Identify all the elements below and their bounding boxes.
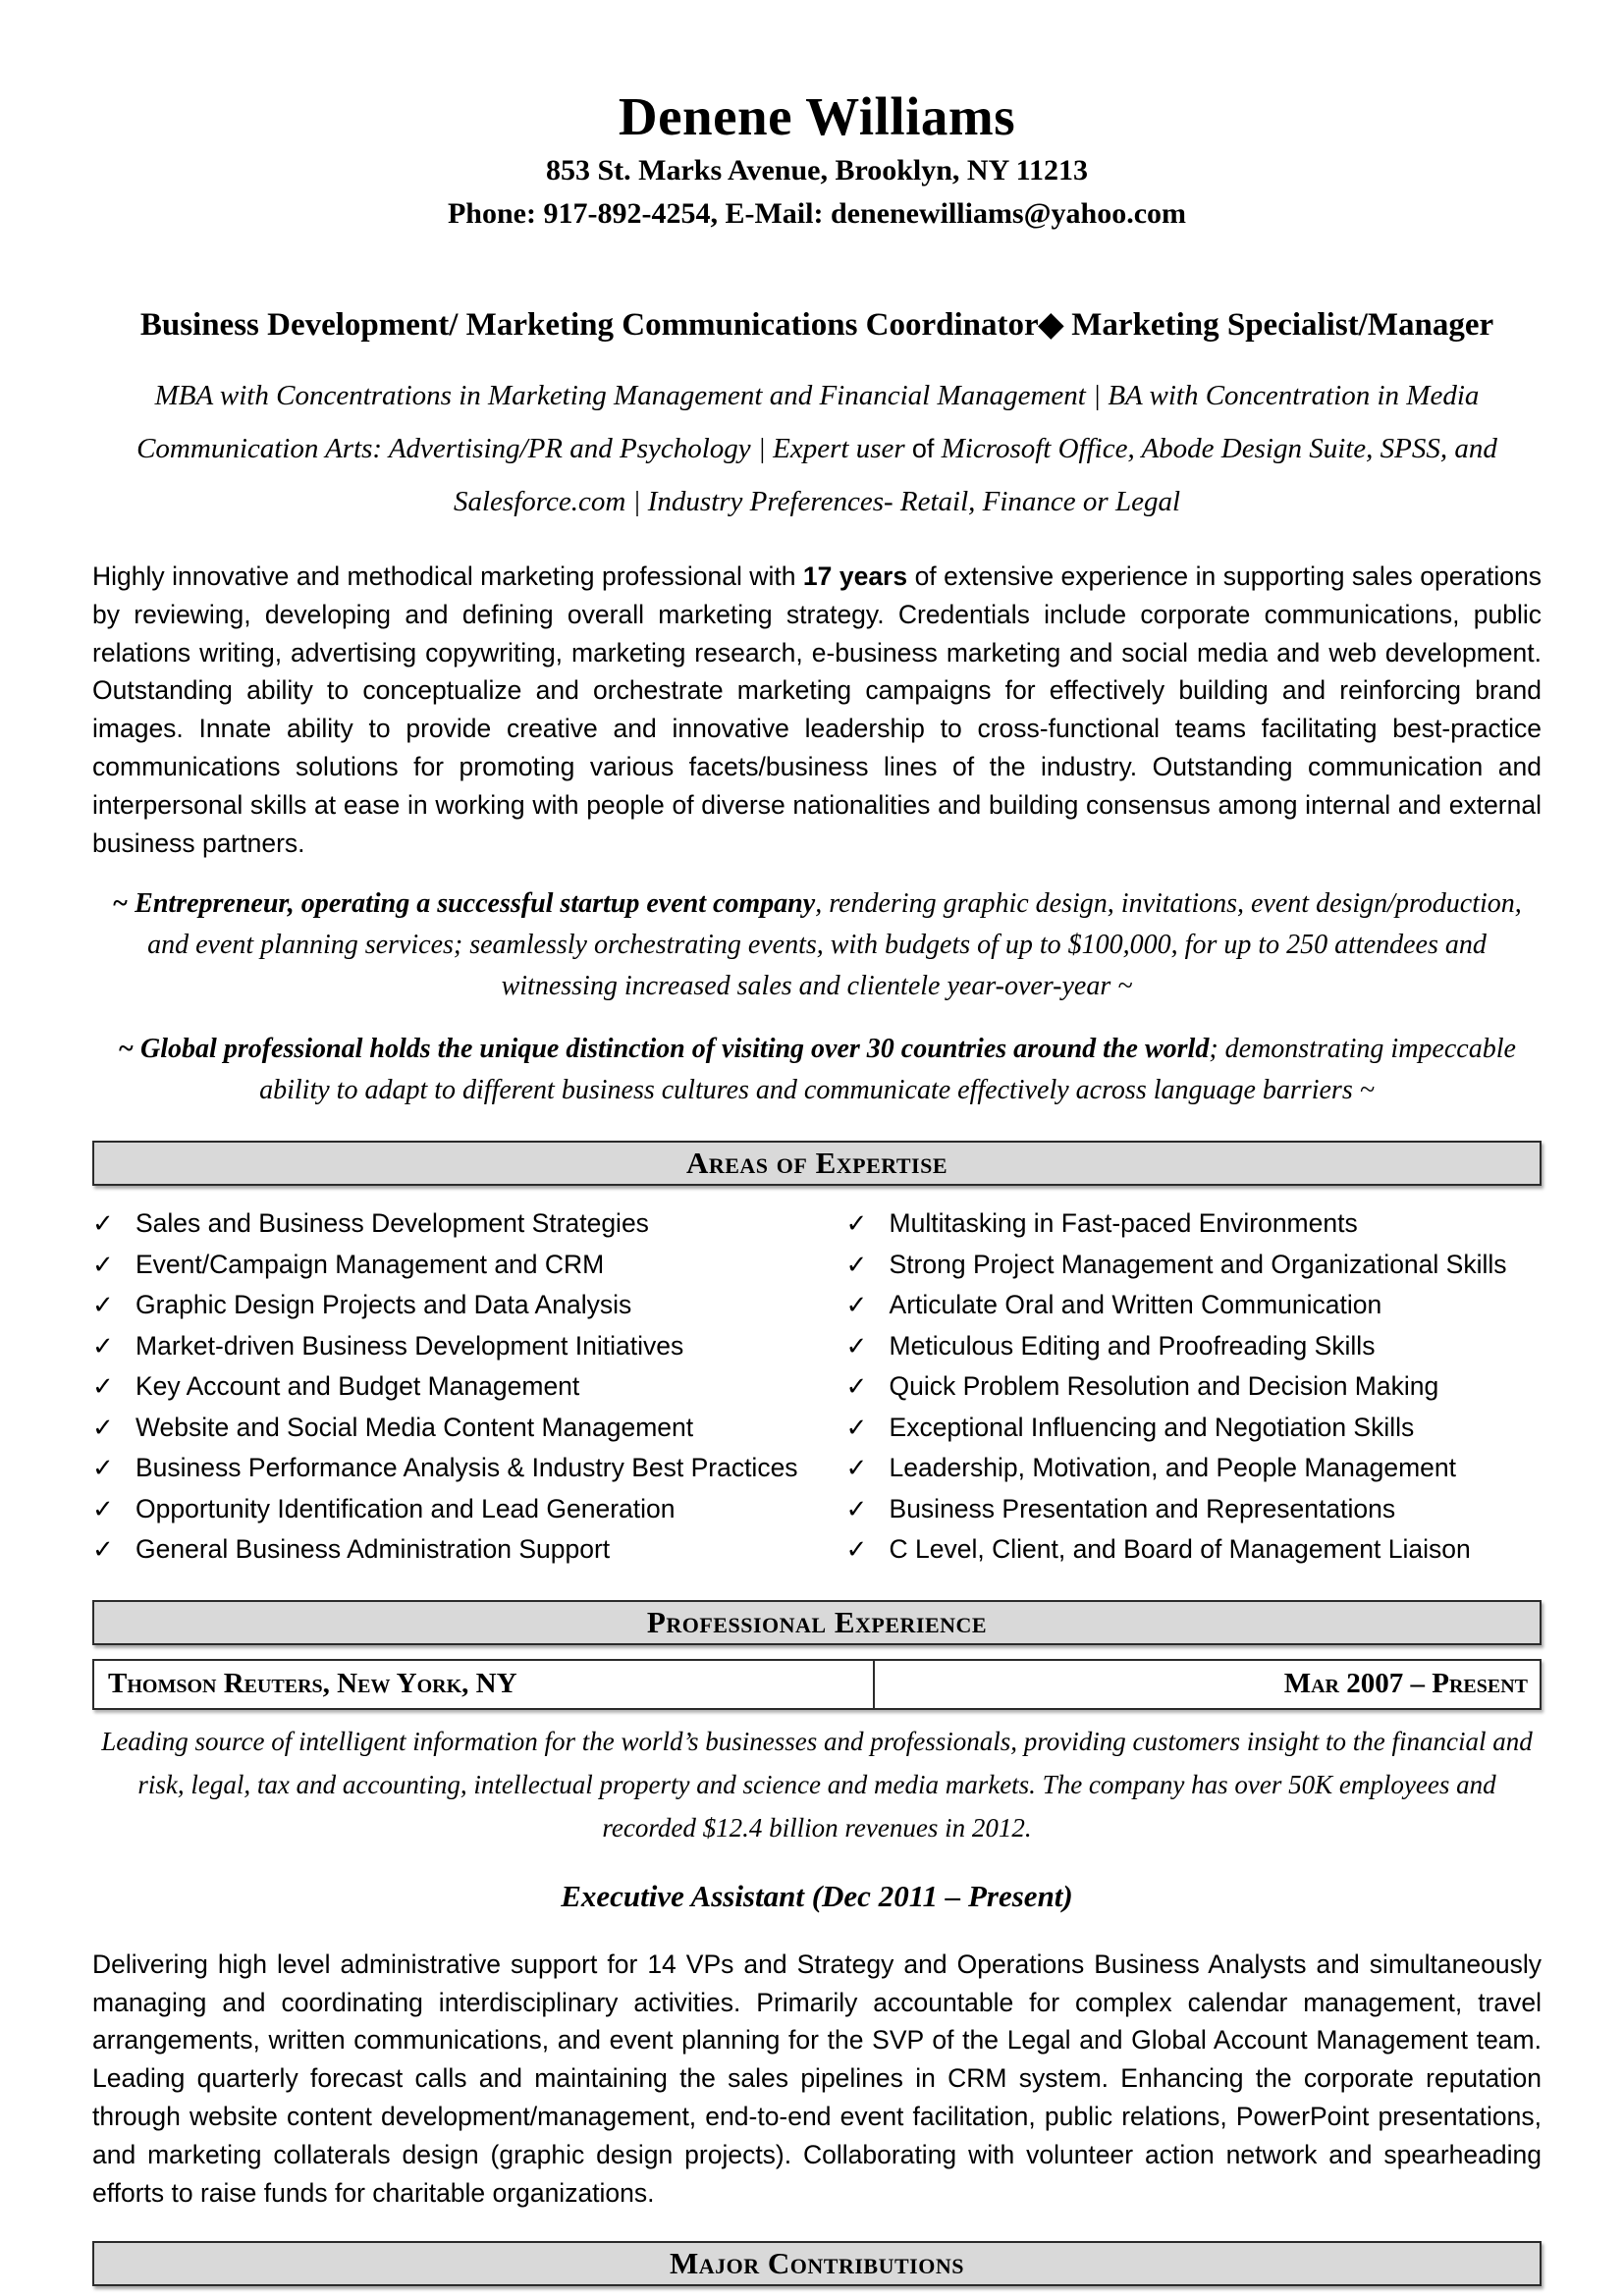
employer-dates: Mar 2007 – Present <box>1283 1668 1528 1700</box>
highlight-entrepreneur <box>92 883 1542 1007</box>
expertise-item <box>92 1285 846 1326</box>
section-header-major-contributions <box>92 2241 1542 2286</box>
check-icon: ✓ <box>845 1209 868 1240</box>
check-icon: ✓ <box>845 1413 868 1443</box>
check-icon: ✓ <box>92 1535 114 1566</box>
employer-name: Thomson Reuters, New York, NY <box>94 1661 875 1708</box>
candidate-name: Denene Williams <box>618 86 1016 146</box>
expertise-item-label: Leadership, Motivation, and People Management <box>889 1453 1457 1483</box>
section-title: Major Contributions <box>670 2246 964 2281</box>
expertise-item <box>846 1489 1542 1530</box>
expertise-item <box>846 1448 1542 1489</box>
expertise-item-label: Strong Project Management and Organizational Skills <box>889 1249 1507 1279</box>
resume-headline: Business Development/ Marketing Communications Coordinator◆ Marketing Specialist/Manager <box>139 307 1494 343</box>
check-icon: ✓ <box>845 1331 868 1362</box>
expertise-item <box>92 1245 846 1286</box>
highlight-entrepreneur-rest: , rendering graphic design, invitations, event design/production, and event planning services; seamlessly orchestrating events, with budgets of up to $100,000, for up to 250 attendees and witnessing increased sales and clientele year-over-year ~ <box>147 888 1522 1002</box>
expertise-item <box>92 1529 846 1571</box>
check-icon: ✓ <box>92 1454 114 1484</box>
check-icon: ✓ <box>92 1250 114 1280</box>
expertise-item <box>92 1326 846 1367</box>
highlight-global-lead: ~ Global professional holds the unique distinction of visiting over 30 countries around the world <box>118 1034 1210 1065</box>
check-icon: ✓ <box>92 1494 114 1524</box>
expertise-item <box>846 1203 1542 1245</box>
summary-paragraph <box>92 558 1542 862</box>
check-icon: ✓ <box>845 1372 868 1403</box>
highlight-global-rest: ; demonstrating impeccable ability to adapt to different business cultures and communicate effectively across language barriers ~ <box>259 1034 1516 1106</box>
section-title: Professional Experience <box>646 1604 988 1639</box>
expertise-item-label: Market-driven Business Development Initiatives <box>135 1330 684 1361</box>
expertise-item <box>846 1408 1542 1449</box>
section-header-areas-of-expertise <box>92 1141 1542 1186</box>
expertise-item-label: Website and Social Media Content Management <box>135 1412 694 1442</box>
check-icon: ✓ <box>845 1454 868 1484</box>
expertise-item <box>846 1366 1542 1408</box>
expertise-item-label: Business Presentation and Representations <box>889 1493 1396 1523</box>
expertise-item-label: Sales and Business Development Strategies <box>135 1208 649 1239</box>
expertise-item-label: Multitasking in Fast-paced Environments <box>889 1208 1358 1239</box>
expertise-item-label: Event/Campaign Management and CRM <box>135 1249 605 1279</box>
expertise-item-label: C Level, Client, and Board of Management Liaison <box>889 1534 1471 1565</box>
expertise-item-label: General Business Administration Support <box>135 1534 611 1565</box>
check-icon: ✓ <box>845 1291 868 1321</box>
resume-subheadline <box>92 369 1542 528</box>
highlight-global <box>92 1029 1542 1111</box>
expertise-item <box>92 1366 846 1408</box>
expertise-item-label: Meticulous Editing and Proofreading Skills <box>889 1330 1376 1361</box>
expertise-item-label: Opportunity Identification and Lead Generation <box>135 1493 676 1523</box>
expertise-item-label: Business Performance Analysis & Industry Best Practices <box>135 1453 798 1483</box>
employer-row <box>92 1659 1542 1710</box>
check-icon: ✓ <box>92 1331 114 1362</box>
check-icon: ✓ <box>92 1413 114 1443</box>
candidate-contact: Phone: 917-892-4254, E-Mail: denenewilliams@yahoo.com <box>447 197 1187 230</box>
expertise-item <box>846 1326 1542 1367</box>
expertise-column-right <box>846 1203 1542 1571</box>
expertise-item-label: Exceptional Influencing and Negotiation Skills <box>889 1412 1415 1442</box>
candidate-address: 853 St. Marks Avenue, Brooklyn, NY 11213 <box>546 154 1088 187</box>
expertise-item <box>846 1245 1542 1286</box>
summary-part1: Highly innovative and methodical marketing professional with <box>92 561 803 591</box>
summary-years-bold: 17 years <box>802 561 908 591</box>
section-title: Areas of Expertise <box>685 1146 948 1181</box>
check-icon: ✓ <box>92 1209 114 1240</box>
company-description: Leading source of intelligent information for the world’s businesses and professionals, providing customers insight to the financial and risk, legal, tax and accounting, intellectual property and science and media markets. The company has over 50K employees and recorded $12.4 billion revenues in 2012. <box>101 1726 1533 1842</box>
check-icon: ✓ <box>92 1372 114 1403</box>
expertise-item <box>846 1529 1542 1571</box>
summary-part2: of extensive experience in supporting sales operations by reviewing, developing and defining overall marketing strategy. Credentials include corporate communications, public relations writing, advertising copywriting, marketing research, e-business marketing and social media and web development. Outstanding ability to conceptualize and orchestrate marketing campaigns for effectively building and reinforcing brand images. Innate ability to provide creative and innovative leadership to cross-functional teams facilitating best-practice communications solutions for promoting various facets/business lines of the industry. Outstanding communication and interpersonal skills at ease in working with people of diverse nationalities and building consensus among internal and external business partners. <box>92 561 1542 858</box>
section-header-professional-experience <box>92 1600 1542 1645</box>
subheadline-part2: Microsoft Office, Abode Design Suite, SPSS, and Salesforce.com | Industry Preferences- Retail, Finance or Legal <box>453 433 1497 517</box>
expertise-item-label: Articulate Oral and Written Communication <box>889 1290 1382 1320</box>
check-icon: ✓ <box>845 1494 868 1524</box>
subheadline-of: of <box>911 434 935 463</box>
highlight-entrepreneur-lead: ~ Entrepreneur, operating a successful startup event company <box>112 888 816 920</box>
check-icon: ✓ <box>92 1291 114 1321</box>
expertise-item-label: Graphic Design Projects and Data Analysis <box>135 1290 632 1320</box>
expertise-item <box>92 1408 846 1449</box>
subheadline-part1: MBA with Concentrations in Marketing Management and Financial Management | BA with Concentration in Media Communication Arts: Advertising/PR and Psychology | Expert user <box>136 380 1480 464</box>
expertise-item <box>92 1489 846 1530</box>
role-title: Executive Assistant (Dec 2011 – Present) <box>561 1878 1073 1913</box>
expertise-item <box>92 1203 846 1245</box>
expertise-column-left <box>92 1203 846 1571</box>
expertise-item-label: Key Account and Budget Management <box>135 1371 580 1402</box>
expertise-checklist <box>92 1203 1542 1571</box>
check-icon: ✓ <box>845 1250 868 1280</box>
resume-header <box>92 84 1542 236</box>
check-icon: ✓ <box>845 1535 868 1566</box>
expertise-item <box>92 1448 846 1489</box>
expertise-item <box>846 1285 1542 1326</box>
expertise-item-label: Quick Problem Resolution and Decision Making <box>889 1371 1439 1402</box>
role-description: Delivering high level administrative support for 14 VPs and Strategy and Operations Business Analysts and simultaneously managing and coordinating interdisciplinary activities. Primarily accountable for complex calendar management, travel arrangements, written communications, and event planning for the SVP of the Legal and Global Account Management team. Leading quarterly forecast calls and maintaining the sales pipelines in CRM system. Enhancing the corporate reputation through website content development/management, end-to-end event facilitation, public relations, PowerPoint presentations, and marketing collaterals design (graphic design projects). Collaborating with volunteer action network and spearheading efforts to raise funds for charitable organizations. <box>92 1949 1542 2208</box>
